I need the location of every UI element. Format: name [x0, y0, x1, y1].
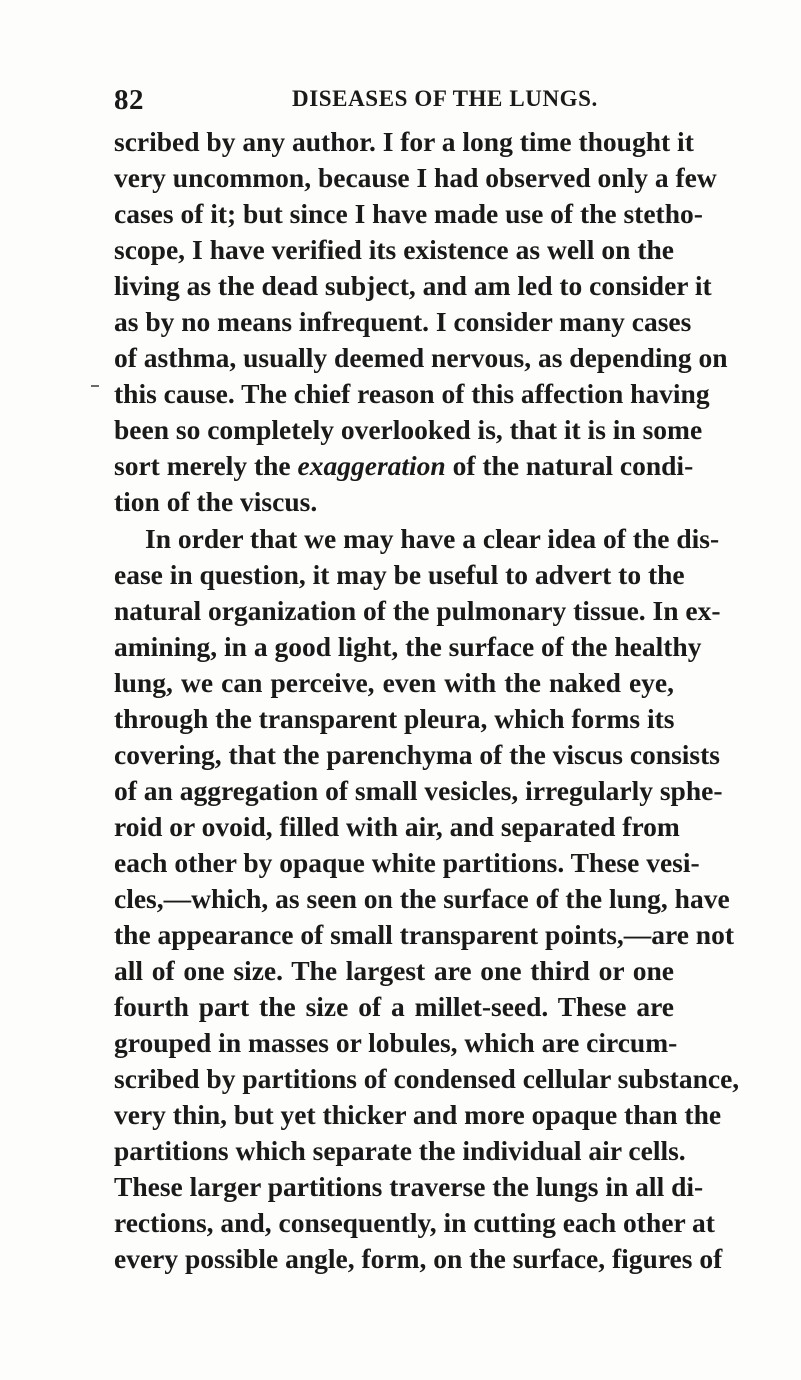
text-line: every possible angle, form, on the surface, figures of [114, 1243, 723, 1275]
page-number: 82 [114, 84, 144, 116]
text-line: very thin, but yet thicker and more opaque than the [114, 1099, 722, 1131]
text-line: cases of it; but since I have made use of the stetho- [114, 198, 703, 230]
text-line: been so completely overlooked is, that it is in some [114, 414, 703, 446]
text-line: through the transparent pleura, which forms its [114, 702, 675, 734]
text-line: roid or ovoid, filled with air, and separated from [114, 810, 680, 842]
text-line: lung, we can perceive, even with the naked eye, [114, 666, 674, 698]
text-line: scribed by partitions of condensed cellular substance, [114, 1063, 740, 1095]
body-text [114, 124, 740, 1278]
text-line: partitions which separate the individual air cells. [114, 1135, 686, 1167]
text-line: covering, that the parenchyma of the viscus consists [114, 738, 720, 770]
text-line: fourth part the size of a millet-seed. These are [114, 991, 674, 1023]
running-head [114, 84, 674, 118]
paragraph-first-line: In order that we may have a clear idea of the dis- [145, 522, 720, 554]
text-line: very uncommon, because I had observed only a few [114, 162, 717, 194]
text-line: the appearance of small transparent points,—are not [114, 919, 735, 951]
text-line: of asthma, usually deemed nervous, as depending on [114, 342, 728, 374]
text-line: all of one size. The largest are one third or one [114, 955, 674, 987]
text-line: scope, I have verified its existence as well on the [114, 234, 674, 266]
text-line: amining, in a good light, the surface of the healthy [114, 630, 702, 662]
paragraph-last-line: tion of the viscus. [114, 486, 318, 518]
margin-mark [91, 385, 99, 387]
text-line: as by no means infrequent. I consider many cases [114, 306, 692, 338]
text-line: this cause. The chief reason of this affection having [114, 378, 710, 410]
text-line: cles,—which, as seen on the surface of the lung, have [114, 882, 730, 914]
italic-emphasis: exaggeration [297, 450, 446, 482]
running-title: DISEASES OF THE LUNGS. [292, 86, 598, 111]
text-line: of an aggregation of small vesicles, irregularly sphe- [114, 774, 723, 806]
text-line: rections, and, consequently, in cutting each other at [114, 1207, 715, 1239]
text-line: scribed by any author. I for a long time thought it [114, 126, 694, 157]
text-line: each other by opaque white partitions. These vesi- [114, 846, 700, 878]
text-line: ease in question, it may be useful to advert to the [114, 558, 685, 590]
text-fragment: sort merely the [114, 450, 298, 482]
text-line: These larger partitions traverse the lungs in all di- [114, 1171, 704, 1203]
text-line: grouped in masses or lobules, which are circum- [114, 1027, 678, 1059]
text-line: natural organization of the pulmonary tissue. In ex- [114, 594, 721, 626]
text-fragment: of the natural condi- [445, 450, 694, 482]
text-line: living as the dead subject, and am led to consider it [114, 270, 712, 302]
text-line-with-italic [114, 448, 694, 484]
